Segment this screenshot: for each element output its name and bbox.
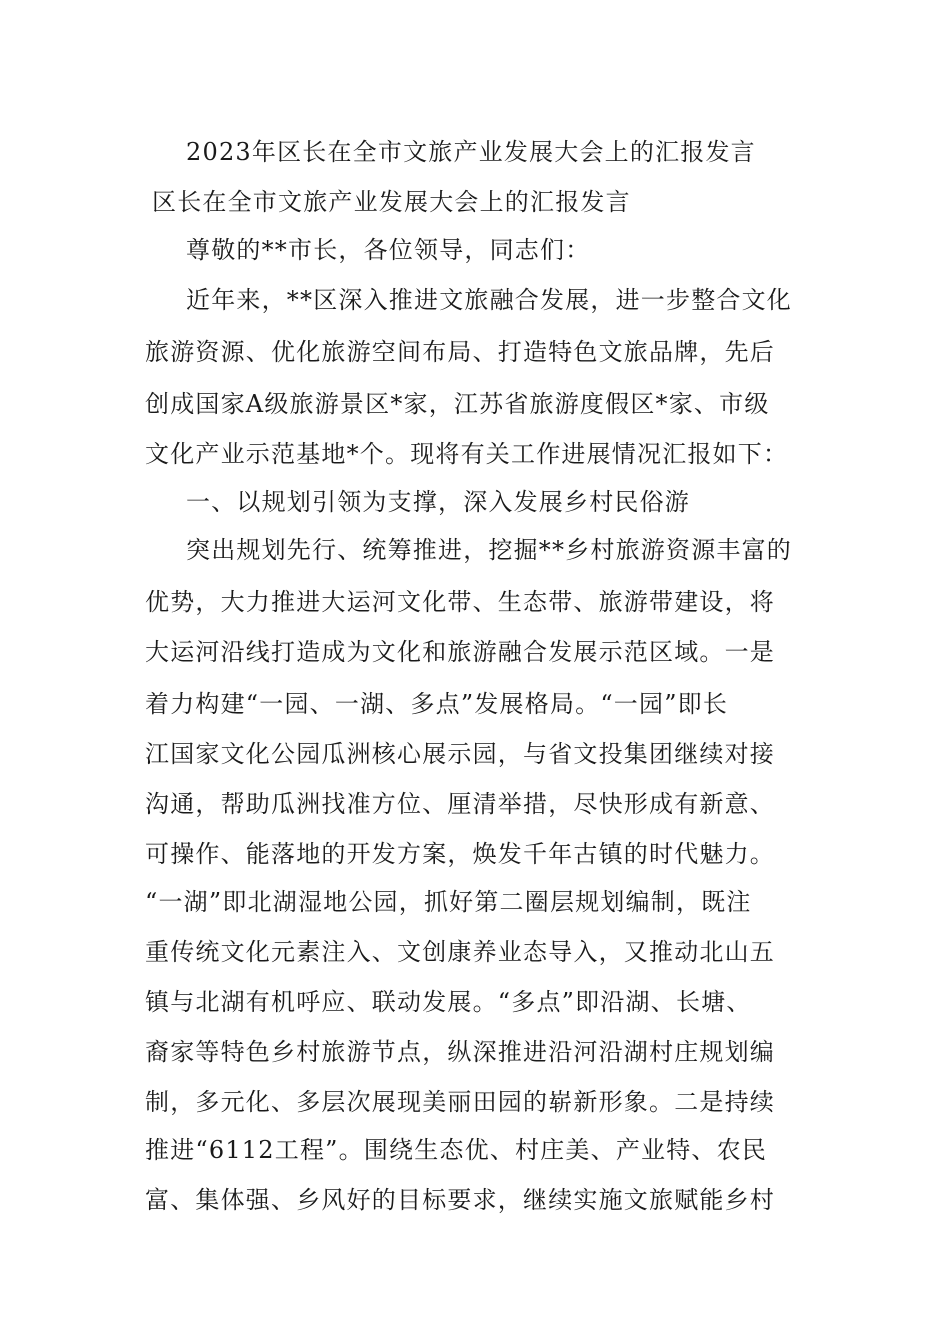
section-heading: 一、以规划引领为支撑，深入发展乡村民俗游 [186,488,690,516]
body-line: 重传统文化元素注入、文创康养业态导入，又推动北山五 [145,938,775,966]
body-line: 推进“6112工程”。围绕生态优、村庄美、产业特、农民 [145,1136,768,1164]
body-line: 裔家等特色乡村旅游节点，纵深推进沿河沿湖村庄规划编 [145,1038,775,1066]
intro-line: 近年来，**区深入推进文旅融合发展，进一步整合文化 [186,286,792,314]
body-line: “一湖”即北湖湿地公园，抓好第二圈层规划编制，既注 [145,888,752,916]
body-line: 可操作、能落地的开发方案，焕发千年古镇的时代魅力。 [145,840,775,868]
body-line: 制，多元化、多层次展现美丽田园的崭新形象。二是持续 [145,1088,775,1116]
body-line: 着力构建“一园、一湖、多点”发展格局。“一园”即长 [145,690,729,718]
body-line: 突出规划先行、统筹推进，挖掘**乡村旅游资源丰富的 [186,536,792,564]
body-line: 富、集体强、乡风好的目标要求，继续实施文旅赋能乡村 [145,1186,775,1214]
body-line: 镇与北湖有机呼应、联动发展。“多点”即沿湖、长塘、 [145,988,752,1016]
intro-line: 创成国家A级旅游景区*家，江苏省旅游度假区*家、市级 [145,390,770,418]
document-subtitle: 区长在全市文旅产业发展大会上的汇报发言 [152,188,631,216]
document-title: 2023年区长在全市文旅产业发展大会上的汇报发言 [186,138,756,166]
body-line: 优势，大力推进大运河文化带、生态带、旅游带建设，将 [145,588,775,616]
body-line: 江国家文化公园瓜洲核心展示园，与省文投集团继续对接 [145,740,775,768]
body-line: 沟通，帮助瓜洲找准方位、厘清举措，尽快形成有新意、 [145,790,775,818]
intro-line: 文化产业示范基地*个。现将有关工作进展情况汇报如下： [145,440,789,468]
salutation: 尊敬的**市长，各位领导，同志们： [186,236,591,264]
intro-line: 旅游资源、优化旅游空间布局、打造特色文旅品牌，先后 [145,338,775,366]
body-line: 大运河沿线打造成为文化和旅游融合发展示范区域。一是 [145,638,775,666]
